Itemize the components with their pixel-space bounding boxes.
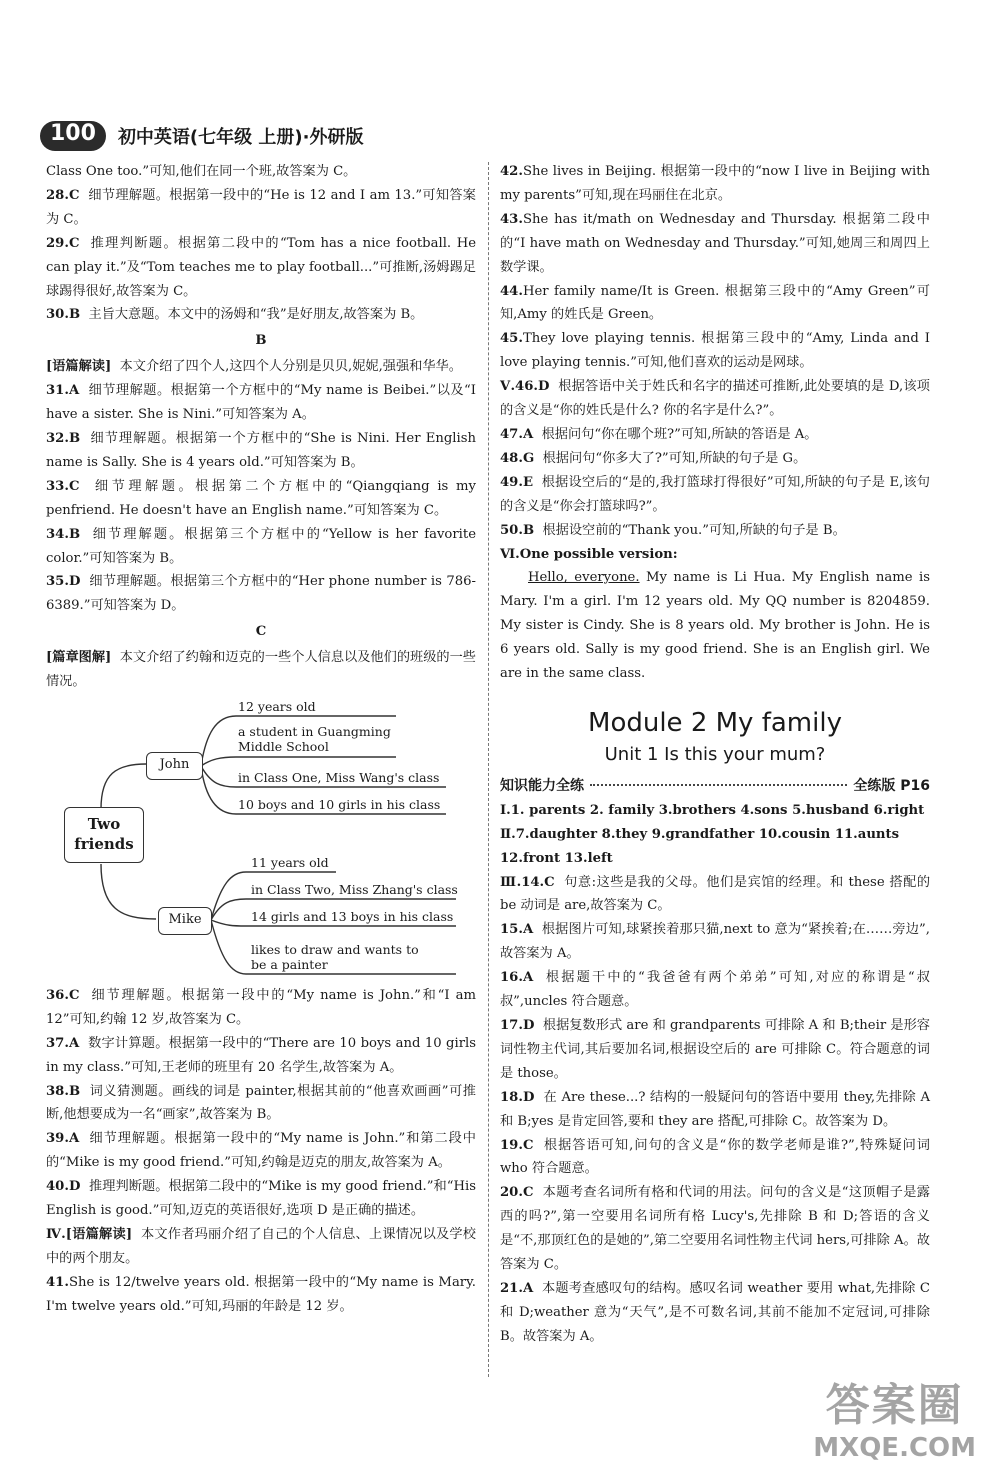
vocab-line: Ⅱ.7.daughter 8.they 9.grandfather 10.cousin 11.aunts [500,826,900,842]
passage-intro-c: [篇章图解] 本文介绍了约翰和迈克的一些个人信息以及他们的班级的一些情况。 [46,650,476,690]
john-node: John [146,752,203,780]
answer-item: 20.C 本题考查名词所有格和代词的用法。问句的含义是“这顶帽子是露西的吗?”,第一空要用名词所有格 Lucy's,先排除 B 和 D;答语的含义是“不,那顶红色的是她的”,第二空要用名词性物主代词 hers,可排除 A。故答案为 C。 [500,1185,930,1273]
answer-item: 30.B 主旨大意题。本文中的汤姆和“我”是好朋友,故答案为 B。 [46,307,424,323]
page-header [40,118,364,154]
answer-item: 49.E 根据设空后的“是的,我打篮球打得很好”可知,所缺的句子是 E,该句的含义是“你会打篮球吗?”。 [500,474,930,514]
vocab-line: Ⅰ.1. parents 2. family 3.brothers 4.sons 5.husband 6.right [500,802,925,818]
answer-item: 44.Her family name/It is Green. 根据第三段中的“Amy Green”可知,Amy 的姓氏是 Green。 [500,283,930,323]
answer-item: 39.A 细节理解题。根据第一段中的“My name is John.”和第二段中的“Mike is my good friend.”可知,约翰是迈克的朋友,故答案为 A。 [46,1131,476,1171]
mike-item: 11 years old [251,854,329,870]
module-title: Module 2 My family [588,707,842,738]
site-watermark: 答案圈 MXQE.COM [813,1380,976,1463]
mind-map-diagram [46,694,476,984]
link-john [101,764,146,809]
answer-item: 33.C 细节理解题。根据第二个方框中的“Qiangqiang is my penfriend. He doesn't have an English name.”可知答案为 C。 [46,478,476,518]
column-divider [488,162,489,1377]
sample-essay: Hello, everyone. My name is Li Hua. My English name is Mary. I'm a girl. I'm 12 years old. My QQ number is 8204859. My sister is Cindy. She is 8 years old. My brother is John. He is 6 years old. Sally is my good friend. She is an English girl. We are in the same class. [500,570,930,682]
mike-node: Mike [158,907,212,935]
answer-item: Ⅲ.14.C 句意:这些是我的父母。他们是宾馆的经理。和 these 搭配的 be 动词是 are,故答案为 C。 [500,874,931,914]
answer-item: 35.D 细节理解题。根据第三个方框中的“Her phone number is 786-6389.”可知答案为 D。 [46,574,476,614]
answer-item: 42.She lives in Beijing. 根据第一段中的“now I live in Beijing with my parents”可知,现在玛丽住在北京。 [500,164,930,203]
answer-item: Ⅴ.46.D 根据答语中关于姓氏和名字的描述可推断,此处要填的是 D,该项的含义是“你的姓氏是什么? 你的名字是什么?”。 [500,379,930,419]
page-number: 100 [40,121,106,151]
answer-item: 19.C 根据答语可知,问句的含义是“你的数学老师是谁?”,特殊疑问词 who 符合题意。 [500,1137,930,1177]
knowledge-bar [500,775,930,799]
answer-item: 16.A 根据题干中的“我爸爸有两个弟弟”可知,对应的称谓是“叔叔”,uncles 符合题意。 [500,970,930,1010]
section-heading-c: C [255,624,267,640]
knowledge-label: 知识能力全练 [500,777,584,794]
center-node: Two friends [64,807,144,863]
writing-label: Ⅵ.One possible version: [500,546,678,562]
answer-item: 40.D 推理判断题。根据第二段中的“Mike is my good friend.”和“His English is good.”可知,迈克的英语很好,选项 D 是正确的描述。 [46,1179,477,1219]
answer-item: 18.D 在 Are these...? 结构的一般疑问句的答语中要用 they,先排除 A 和 B;yes 是肯定回答,要和 they are 搭配,可排除 C。故答案为 D。 [500,1089,931,1129]
answer-item: 34.B 细节理解题。根据第三个方框中的“Yellow is her favorite color.”可知答案为 B。 [46,526,477,566]
section-heading-b: B [255,333,267,349]
answer-item: 47.A 根据问句“你在哪个班?”可知,所缺的答语是 A。 [500,426,818,442]
answer-item: 28.C 细节理解题。根据第一段中的“He is 12 and I am 13.”可知答案为 C。 [46,187,476,227]
unit-title: Unit 1 Is this your mum? [604,743,826,765]
john-item: 12 years old [238,698,316,714]
answer-item: 21.A 本题考查感叹句的结构。感叹名词 weather 要用 what,先排除 C 和 D;weather 意为“天气”,是不可数名词,其前不能加不定冠词,可排除 B。故答案为 A。 [500,1280,930,1344]
book-title: 初中英语(七年级 上册)·外研版 [117,127,364,148]
answer-item: 45.They love playing tennis. 根据第三段中的“Amy, Linda and I love playing tennis.”可知,他们喜欢的运动是网球。 [500,331,930,371]
john-item: in Class One, Miss Wang's class [238,769,440,785]
answer-item: 17.D 根据复数形式 are 和 grandparents 可排除 A 和 B;their 是形容词性物主代词,其后要加名词,根据设空后的 are 可排除 C。符合题意的词是 those。 [500,1018,930,1081]
passage-intro-iv: Ⅳ.[语篇解读] 本文作者玛丽介绍了自己的个人信息、上课情况以及学校中的两个朋友。 [46,1227,476,1266]
dotted-leader [590,784,847,786]
right-column [500,160,930,1349]
answer-item: 37.A 数字计算题。根据第一段中的“There are 10 boys and 10 girls in my class.”可知,王老师的班里有 20 名学生,故答案为 A。 [46,1035,476,1075]
answer-item: 32.B 细节理解题。根据第一个方框中的“She is Nini. Her English name is Sally. She is 4 years old.”可知答案为 B。 [46,430,476,470]
john-item: a student in Guangming Middle School [238,723,391,754]
answer-item: 38.B 词义猜测题。画线的词是 painter,根据其前的“他喜欢画画”可推断,他想要成为一名“画家”,故答案为 B。 [46,1083,476,1123]
john-item: 10 boys and 10 girls in his class [238,796,441,812]
page-reference: 全练版 P16 [853,777,930,794]
mike-item: in Class Two, Miss Zhang's class [251,881,458,897]
answer-item: 41.She is 12/twelve years old. 根据第一段中的“My name is Mary. I'm twelve years old.”可知,玛丽的年龄是 12 岁。 [46,1274,476,1314]
left-column [46,160,476,1319]
answer-item: 50.B 根据设空前的“Thank you.”可知,所缺的句子是 B。 [500,522,846,538]
answer-item: 43.She has it/math on Wednesday and Thursday. 根据第二段中的“I have math on Wednesday and Thursday.”可知,她周三和周四上数学课。 [500,211,930,275]
vocab-line: 12.front 13.left [500,850,613,866]
answer-item: 48.G 根据问句“你多大了?”可知,所缺的句子是 G。 [500,450,807,466]
mike-item: 14 girls and 13 boys in his class [251,908,454,924]
answer-item: 29.C 推理判断题。根据第二段中的“Tom has a nice football. He can play it.”及“Tom teaches me to play football...”可推断,汤姆踢足球踢得很好,故答案为 C。 [46,235,476,299]
answer-item: 36.C 细节理解题。根据第一段中的“My name is John.”和“I am 12”可知,约翰 12 岁,故答案为 C。 [46,987,476,1027]
answer-item: 15.A 根据图片可知,球紧挨着那只猫,next to 意为“紧挨着;在……旁边”,故答案为 A。 [500,922,930,962]
mike-item: likes to draw and wants to be a painter [251,941,419,972]
passage-intro-b: [语篇解读] 本文介绍了四个人,这四个人分别是贝贝,妮妮,强强和华华。 [46,359,462,375]
link-mike [101,864,156,919]
answer-item: 31.A 细节理解题。根据第一个方框中的“My name is Beibei.”以及“I have a sister. She is Nini.”可知答案为 A。 [46,383,477,423]
answer-continuation: Class One too.”可知,他们在同一个班,故答案为 C。 [46,164,357,179]
